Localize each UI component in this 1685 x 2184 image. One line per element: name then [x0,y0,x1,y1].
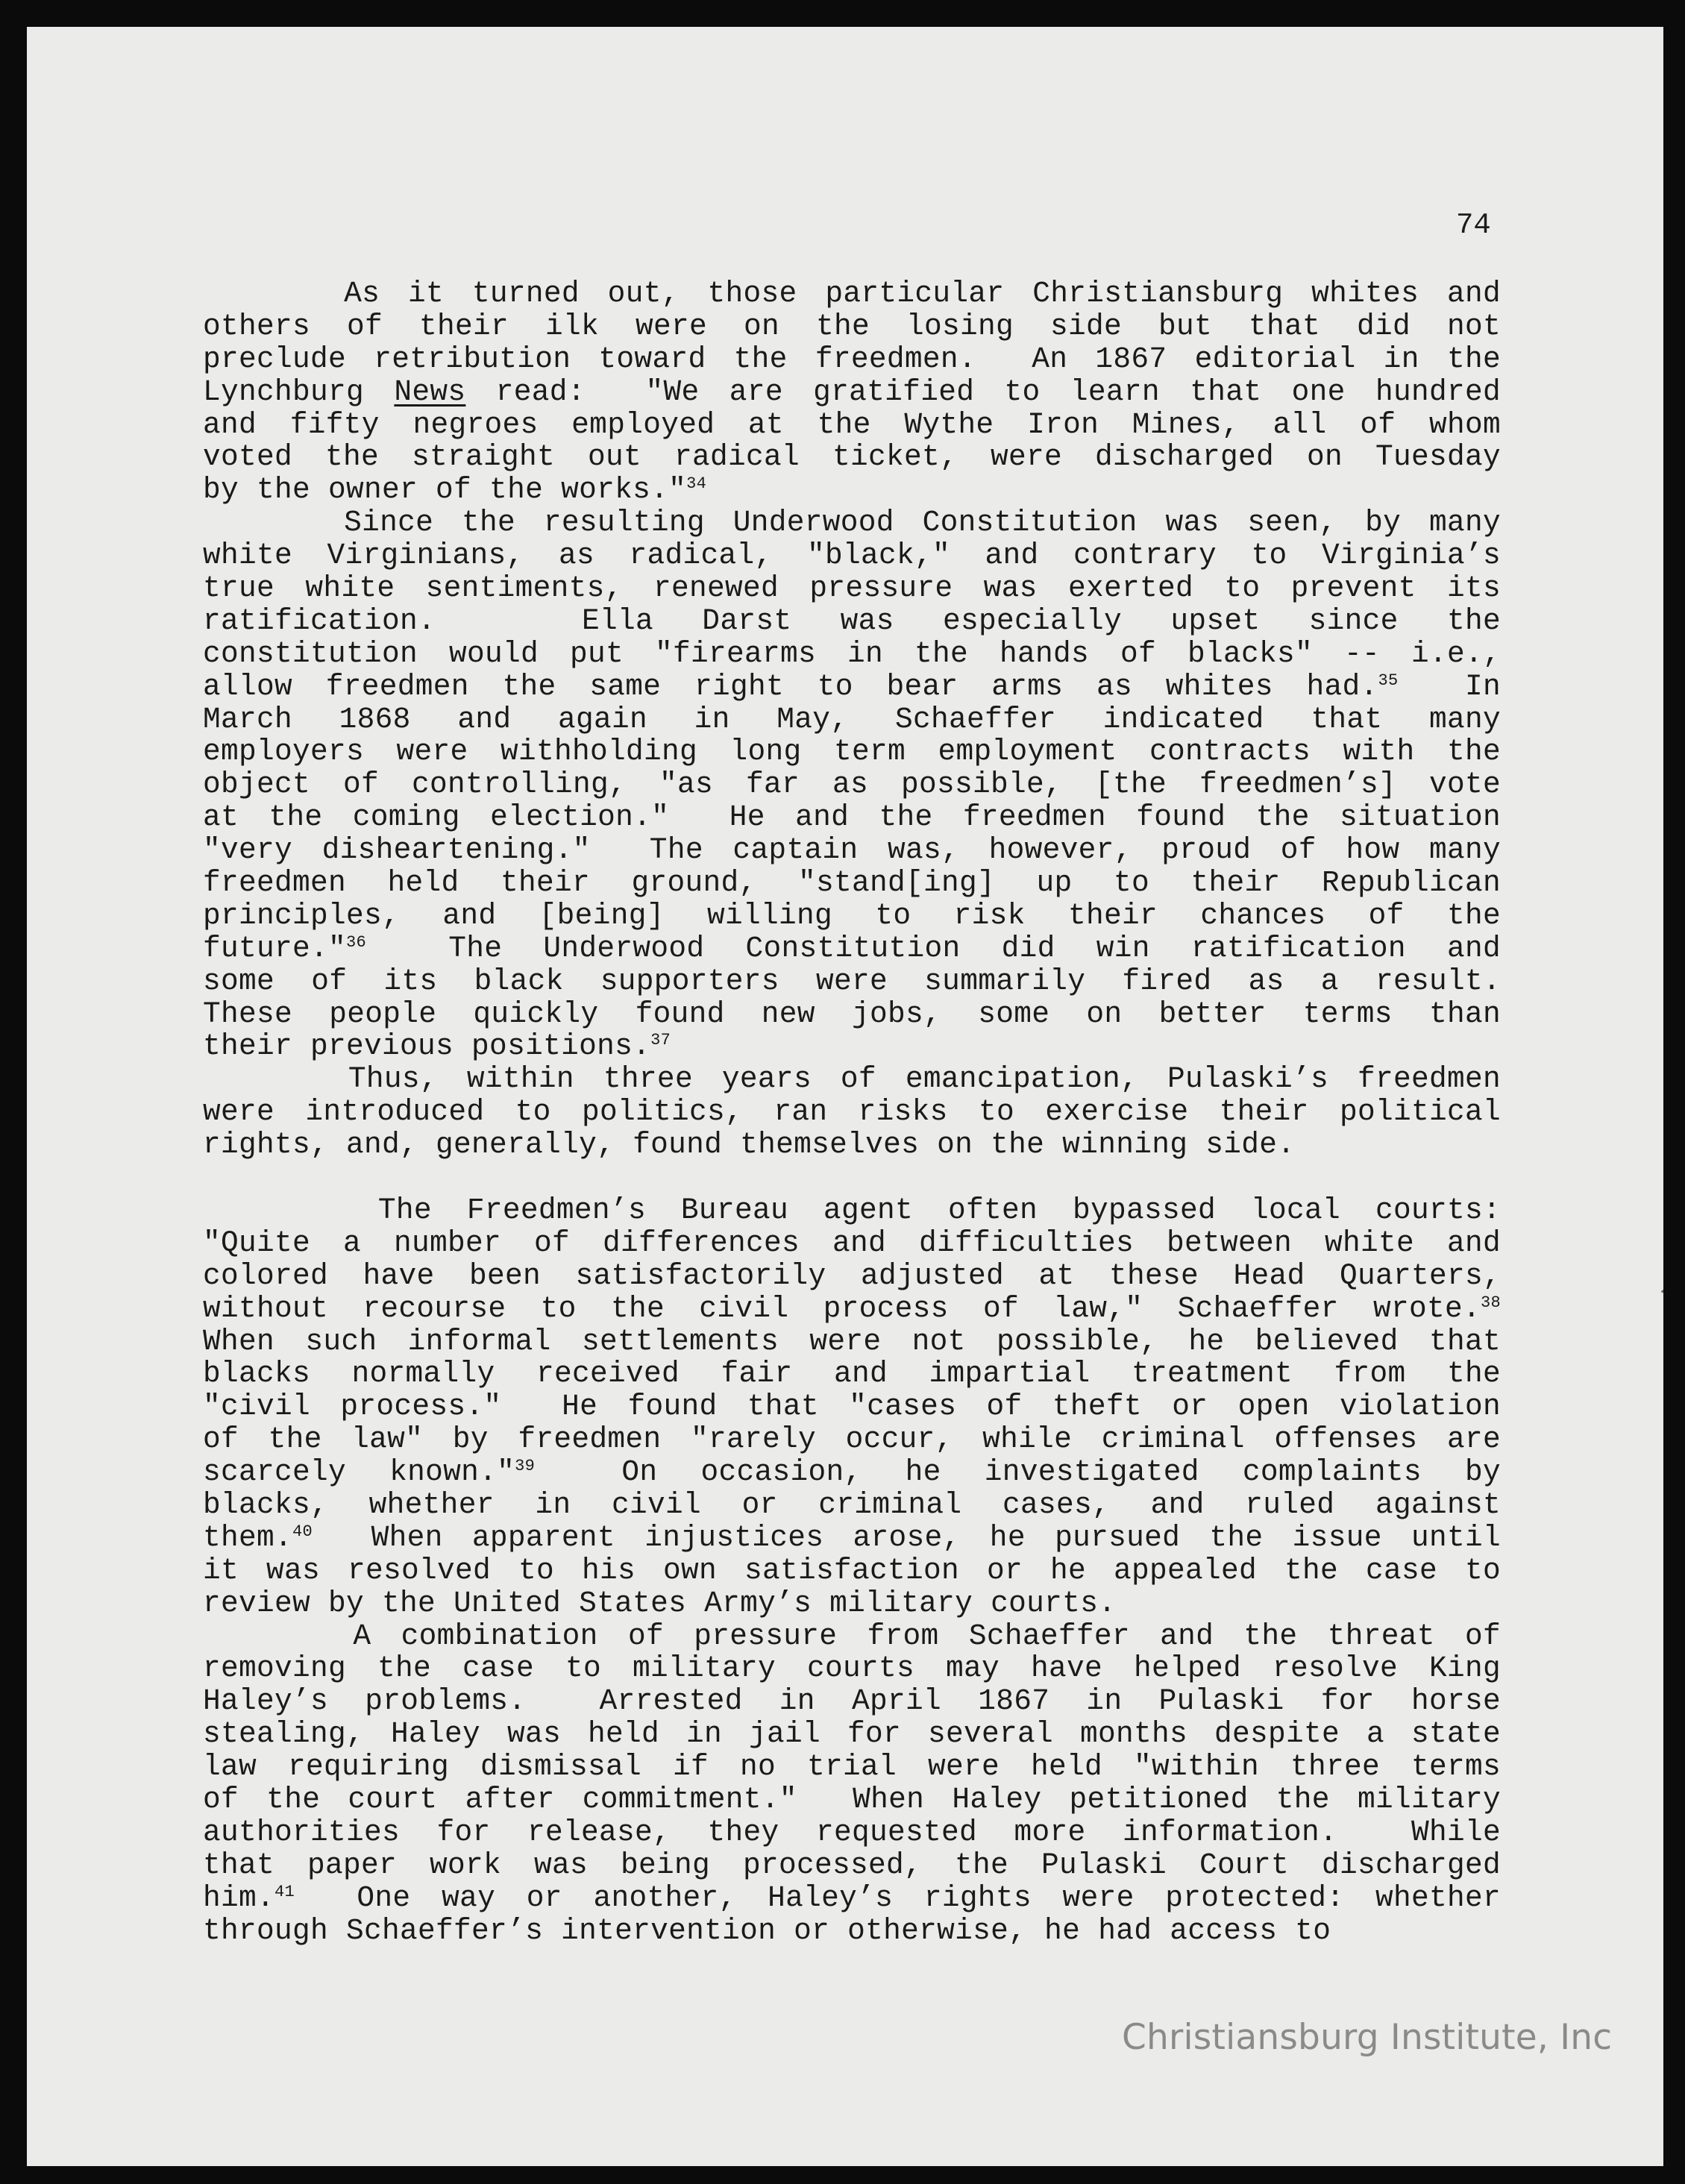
text-segment: Haley’s problems. Arrested in April 1867 in Pulaski for horse [203,1684,1501,1719]
text-segment: were introduced to politics, ran risks to exercise their political [203,1095,1501,1129]
text-line [203,1423,1501,1456]
text-segment: that paper work was being processed, the Pulaski Court discharged [203,1848,1501,1882]
footnote-ref: 34 [686,474,707,494]
text-segment: Since the resulting Underwood Constitution was seen, by many [203,506,1501,540]
text-line [203,1489,1501,1522]
text-line [203,605,1501,638]
text-line [203,310,1501,343]
text-segment: "very disheartening." The captain was, however, proud of how many [203,833,1501,867]
text-segment: "Quite a number of differences and difficulties between white and [203,1226,1501,1260]
text-line [203,1620,1501,1653]
text-segment: principles, and [being] willing to risk their chances of the [203,898,1501,932]
text-segment: As it turned out, those particular Christiansburg whites and [203,277,1501,310]
text-segment: Thus, within three years of emancipation, Pulaski’s freedmen [203,1062,1501,1096]
footnote-ref: 37 [650,1031,671,1050]
text-segment: law requiring dismissal if no trial were held "within three terms [203,1750,1501,1784]
text-line [203,900,1501,932]
text-line [203,1522,1501,1554]
text-segment: rights, and, generally, found themselves on the winning side. [203,1128,1296,1162]
text-segment: colored have been satisfactorily adjusted at these Head Quarters, [203,1258,1501,1293]
text-segment: The Freedmen’s Bureau agent often bypassed local courts: [203,1193,1501,1227]
text-segment: blacks, whether in civil or criminal cases, and ruled against [203,1487,1501,1522]
text-segment: constitution would put "firearms in the hands of blacks" -- i.e., [203,636,1501,671]
text-line [203,1587,1501,1620]
document-page [27,27,1663,2166]
text-segment: them. [203,1520,293,1554]
text-segment: When apparent injustices arose, he pursued the issue until [313,1520,1501,1554]
text-line [203,506,1501,539]
text-segment: allow freedmen the same right to bear arms as whites had. [203,669,1378,703]
text-line [203,539,1501,572]
text-line [203,376,1501,409]
text-segment: by the owner of the works." [203,473,687,507]
text-segment: "civil process." He found that "cases of theft or open violation [203,1390,1501,1424]
text-line [203,1063,1501,1096]
text-segment: On occasion, he investigated complaints by [535,1455,1501,1490]
footnote-ref: 36 [346,932,367,952]
text-segment: authorities for release, they requested more information. While [203,1815,1501,1849]
text-segment: ratification. Ella Darst was especially upset since the [203,603,1501,638]
text-segment: their previous positions. [203,1029,651,1064]
text-line [203,1194,1501,1227]
text-segment: freedmen held their ground, "stand[ing] up to their Republican [203,866,1501,900]
footnote-ref: 40 [292,1522,313,1541]
text-line [203,1882,1501,1915]
text-line [203,834,1501,867]
text-line [203,1325,1501,1358]
text-segment: future." [203,931,347,965]
text-segment: Lynchburg [203,374,395,409]
text-line [203,1030,1501,1063]
text-line [203,1096,1501,1129]
text-segment: review by the United States Army’s military courts. [203,1586,1117,1620]
underlined-title: News [394,374,466,409]
text-line [203,867,1501,900]
footnote-ref: 41 [274,1882,295,1901]
text-segment: blacks normally received fair and impartial treatment from the [203,1357,1501,1391]
text-segment: voted the straight out radical ticket, were discharged on Tuesday [203,440,1501,474]
blank-line [203,1161,1501,1194]
text-segment: preclude retribution toward the freedmen. An 1867 editorial in the [203,342,1501,376]
text-line [203,768,1501,801]
watermark: Christiansburg Institute, Inc [1122,2017,1613,2058]
text-segment: The Underwood Constitution did win ratification and [366,931,1501,965]
text-segment: at the coming election." He and the freedmen found the situation [203,800,1501,835]
text-line [203,343,1501,376]
text-line [203,1751,1501,1783]
text-segment: In [1398,669,1501,703]
text-line [203,965,1501,998]
text-line [203,1358,1501,1390]
text-segment: employers were withholding long term employment contracts with the [203,735,1501,769]
text-segment: it was resolved to his own satisfaction or he appealed the case to [203,1553,1501,1587]
text-line [203,1227,1501,1260]
text-line [203,1783,1501,1816]
text-segment: others of their ilk were on the losing side but that did not [203,309,1501,343]
text-line [203,1293,1501,1325]
text-line [203,409,1501,442]
text-line [203,735,1501,768]
text-segment: When such informal settlements were not possible, he believed that [203,1324,1501,1358]
paper-mark [1661,1284,1663,1293]
text-line [203,671,1501,703]
text-line [203,1685,1501,1718]
text-line [203,474,1501,506]
text-line [203,572,1501,605]
text-segment: stealing, Haley was held in jail for several months despite a state [203,1717,1501,1751]
text-line [203,277,1501,310]
text-line [203,1260,1501,1293]
text-line [203,1390,1501,1423]
text-line [203,703,1501,736]
text-segment: without recourse to the civil process of law," Schaeffer wrote. [203,1291,1481,1325]
text-segment: scarcely known." [203,1455,515,1490]
text-line [203,1915,1501,1948]
text-segment: of the court after commitment." When Haley petitioned the military [203,1782,1501,1816]
text-segment: read: "We are gratified to learn that one hundred [465,374,1501,409]
text-segment: some of its black supporters were summarily fired as a result. [203,964,1501,998]
footnote-ref: 35 [1378,671,1399,690]
text-line [203,998,1501,1031]
body-text [203,277,1501,1947]
text-segment: These people quickly found new jobs, some on better terms than [203,997,1501,1031]
text-segment: of the law" by freedmen "rarely occur, while criminal offenses are [203,1422,1501,1457]
text-segment: removing the case to military courts may have helped resolve King [203,1651,1501,1686]
text-segment: March 1868 and again in May, Schaeffer indicated that many [203,702,1501,736]
footnote-ref: 38 [1480,1293,1501,1312]
text-segment: white Virginians, as radical, "black," and contrary to Virginia’s [203,539,1501,573]
text-line [203,1652,1501,1685]
text-segment: true white sentiments, renewed pressure was exerted to prevent its [203,571,1501,606]
text-segment: and fifty negroes employed at the Wythe Iron Mines, all of whom [203,407,1501,442]
text-line [203,1129,1501,1161]
text-segment: through Schaeffer’s intervention or otherwise, he had access to [203,1913,1331,1948]
text-segment: object of controlling, "as far as possible, [the freedmen’s] vote [203,768,1501,802]
text-line [203,638,1501,671]
text-line [203,1816,1501,1849]
text-line [203,801,1501,834]
text-line [203,1554,1501,1587]
text-line [203,1849,1501,1882]
text-segment: A combination of pressure from Schaeffer and the threat of [203,1619,1501,1653]
footnote-ref: 39 [515,1457,536,1476]
page-number: 74 [1456,209,1491,242]
text-line [203,1456,1501,1489]
text-line [203,932,1501,965]
text-line [203,1718,1501,1751]
text-segment: One way or another, Haley’s rights were protected: whether [295,1880,1501,1915]
text-segment: him. [203,1880,275,1915]
text-line [203,441,1501,474]
